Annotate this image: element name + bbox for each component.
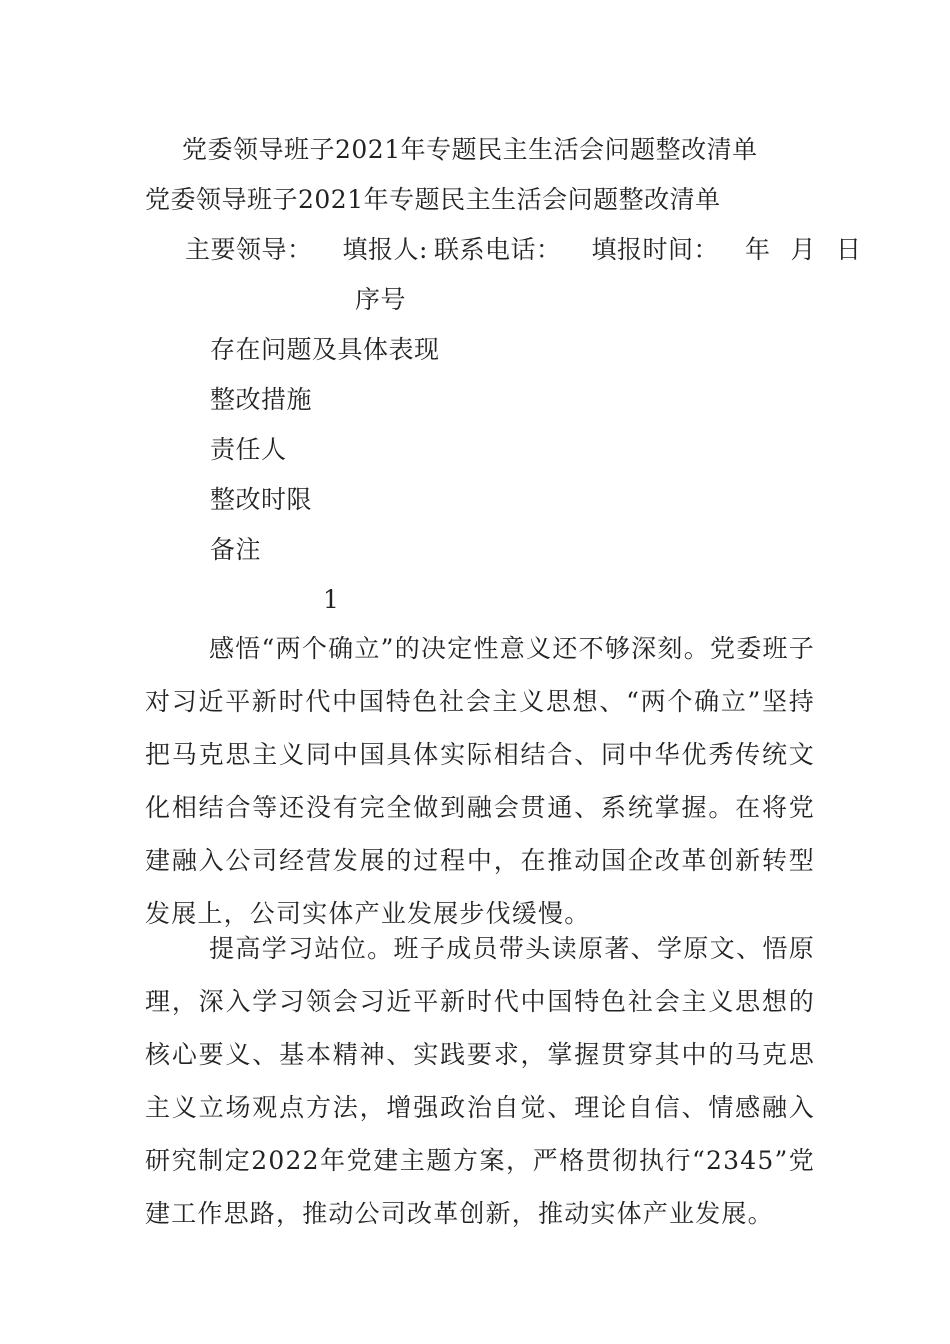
month-label: 月	[790, 235, 817, 264]
report-time-label: 填报时间：	[591, 235, 719, 264]
column-problem: 存在问题及具体表现	[210, 335, 440, 364]
column-serial: 序号	[355, 285, 407, 314]
column-responsible: 责任人	[210, 435, 287, 464]
row-number: 1	[323, 585, 340, 614]
column-remarks: 备注	[210, 535, 262, 564]
report-header-row	[185, 235, 862, 265]
phone-label: 联系电话：	[433, 235, 562, 264]
leader-label: 主要领导：	[185, 235, 313, 264]
problem-description: 感悟“两个确立”的决定性意义还不够深刻。党委班子对习近平新时代中国特色社会主义思想、“两个确立”坚持把马克思主义同中国具体实际相结合、同中华优秀传统文化相结合等还没有完全做到融会贯通、系统掌握。在将党建融入公司经营发展的过程中，在推动国企改革创新转型发展上，公司实体产业发展步伐缓慢。	[145, 634, 815, 928]
year-label: 年	[744, 235, 771, 264]
document-subtitle: 党委领导班子2021年专题民主生活会问题整改清单	[145, 185, 721, 214]
column-deadline: 整改时限	[210, 485, 313, 514]
day-label: 日	[836, 235, 862, 264]
document-title: 党委领导班子2021年专题民主生活会问题整改清单	[182, 135, 758, 164]
reporter-label: 填报人:	[342, 235, 428, 264]
rectification-measures: 提高学习站位。班子成员带头读原著、学原文、悟原理，深入学习领会习近平新时代中国特色社会主义思想的核心要义、基本精神、实践要求，掌握贯穿其中的马克思主义立场观点方法，增强政治自觉、理论自信、情感融入研究制定2022年党建主题方案，严格贯彻执行“2345”党建工作思路，推动公司改革创新，推动实体产业发展。	[145, 934, 815, 1228]
column-measures: 整改措施	[210, 385, 313, 414]
